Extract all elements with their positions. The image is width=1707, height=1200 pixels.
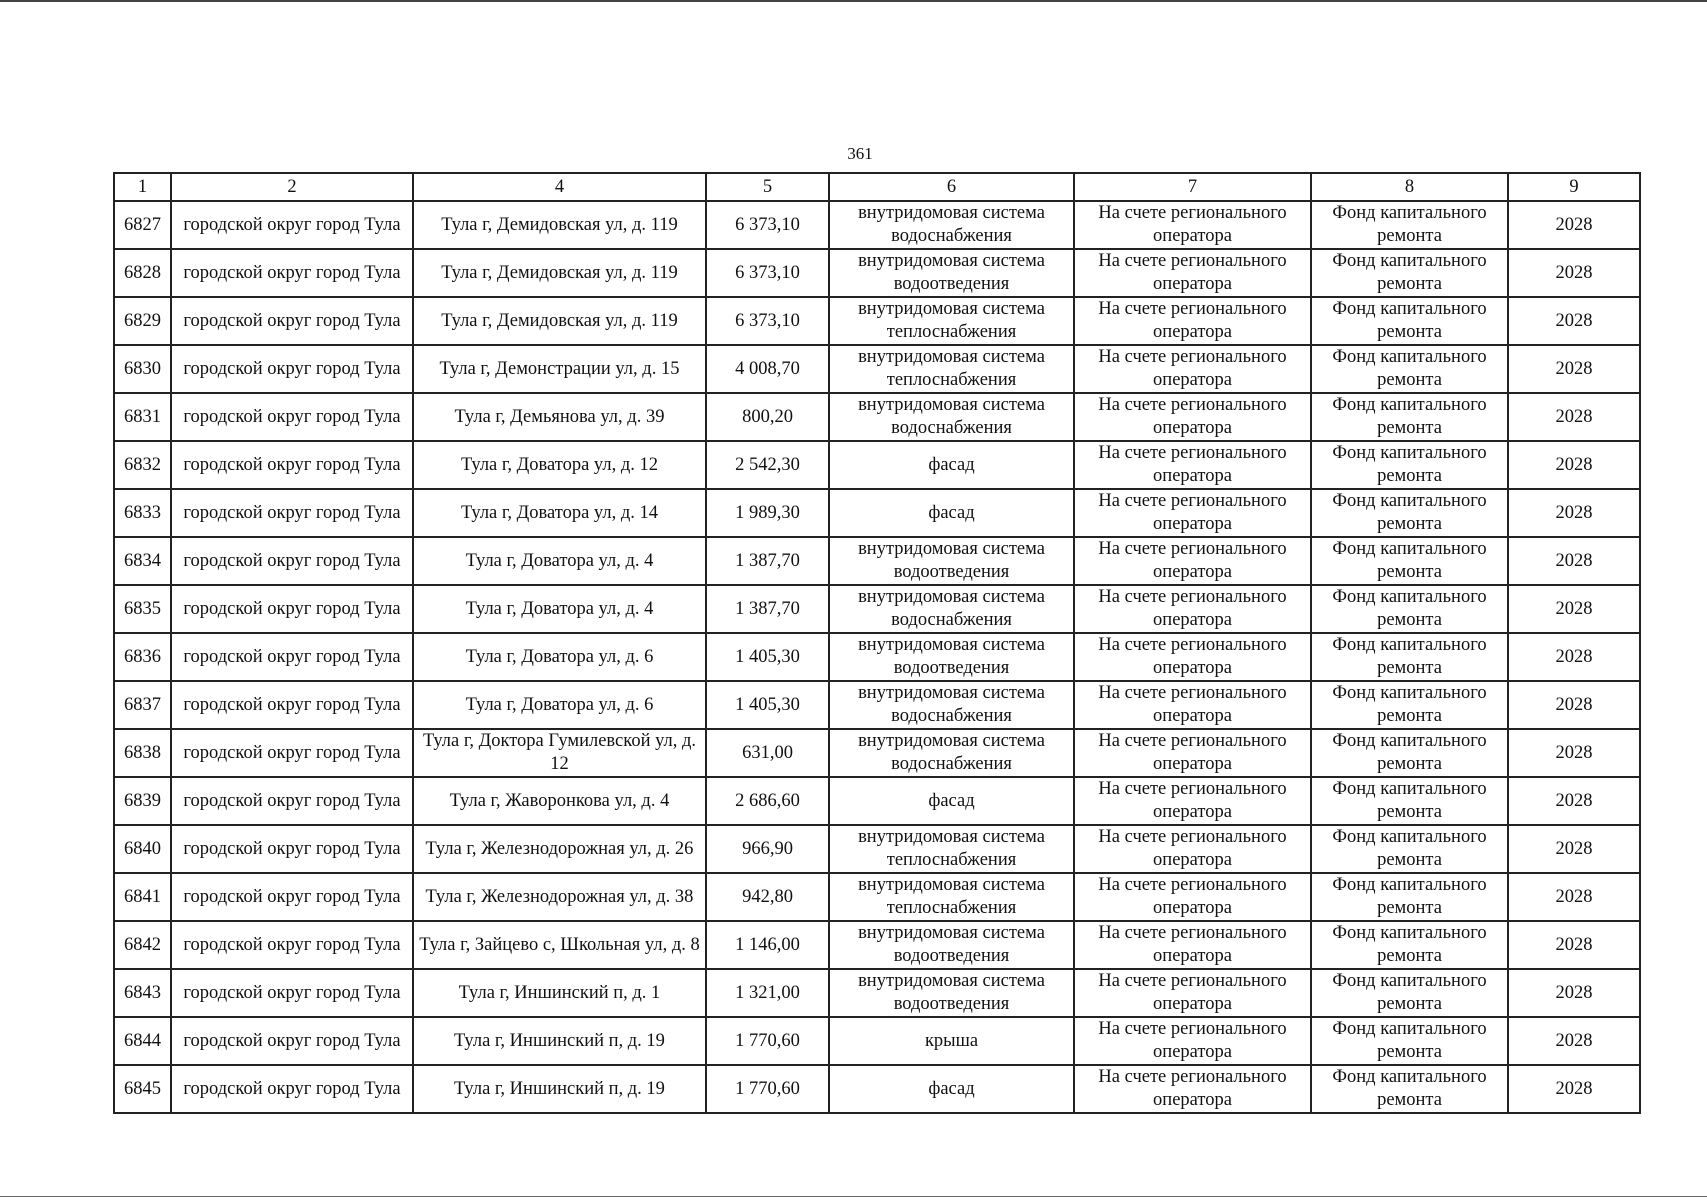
row-number-cell: 6840 [114,825,171,873]
address-cell: Тула г, Доватора ул, д. 12 [413,441,706,489]
register-table [113,172,1641,1114]
fund-account-cell: На счете регионального оператора [1074,633,1311,681]
municipality-cell: городской округ город Тула [171,201,413,249]
year-cell: 2028 [1508,297,1640,345]
funding-source-cell: Фонд капитального ремонта [1311,297,1508,345]
column-number-row [114,173,1640,201]
year-cell: 2028 [1508,201,1640,249]
work-type-cell: внутридомовая система теплоснабжения [829,873,1074,921]
address-cell: Тула г, Демидовская ул, д. 119 [413,201,706,249]
year-cell: 2028 [1508,441,1640,489]
year-cell: 2028 [1508,249,1640,297]
fund-account-cell: На счете регионального оператора [1074,1065,1311,1113]
area-cell: 1 770,60 [706,1065,829,1113]
area-cell: 1 989,30 [706,489,829,537]
fund-account-cell: На счете регионального оператора [1074,345,1311,393]
address-cell: Тула г, Доватора ул, д. 4 [413,537,706,585]
column-header: 1 [114,173,171,201]
area-cell: 1 387,70 [706,537,829,585]
funding-source-cell: Фонд капитального ремонта [1311,969,1508,1017]
table-row [114,777,1640,825]
municipality-cell: городской округ город Тула [171,1017,413,1065]
table-body [114,173,1640,1113]
table-row [114,1065,1640,1113]
scan-edge-top [0,0,1707,2]
municipality-cell: городской округ город Тула [171,345,413,393]
funding-source-cell: Фонд капитального ремонта [1311,1017,1508,1065]
fund-account-cell: На счете регионального оператора [1074,777,1311,825]
row-number-cell: 6844 [114,1017,171,1065]
address-cell: Тула г, Иншинский п, д. 1 [413,969,706,1017]
municipality-cell: городской округ город Тула [171,969,413,1017]
funding-source-cell: Фонд капитального ремонта [1311,1065,1508,1113]
row-number-cell: 6832 [114,441,171,489]
fund-account-cell: На счете регионального оператора [1074,873,1311,921]
row-number-cell: 6830 [114,345,171,393]
fund-account-cell: На счете регионального оператора [1074,729,1311,777]
area-cell: 1 321,00 [706,969,829,1017]
municipality-cell: городской округ город Тула [171,681,413,729]
area-cell: 6 373,10 [706,297,829,345]
area-cell: 1 387,70 [706,585,829,633]
fund-account-cell: На счете регионального оператора [1074,393,1311,441]
page-number: 361 [847,144,873,163]
row-number-cell: 6835 [114,585,171,633]
municipality-cell: городской округ город Тула [171,393,413,441]
fund-account-cell: На счете регионального оператора [1074,969,1311,1017]
table-row [114,201,1640,249]
work-type-cell: внутридомовая система теплоснабжения [829,345,1074,393]
address-cell: Тула г, Доктора Гумилевской ул, д. 12 [413,729,706,777]
funding-source-cell: Фонд капитального ремонта [1311,825,1508,873]
row-number-cell: 6834 [114,537,171,585]
fund-account-cell: На счете регионального оператора [1074,585,1311,633]
address-cell: Тула г, Иншинский п, д. 19 [413,1065,706,1113]
column-header: 2 [171,173,413,201]
work-type-cell: внутридомовая система водоснабжения [829,201,1074,249]
address-cell: Тула г, Зайцево с, Школьная ул, д. 8 [413,921,706,969]
row-number-cell: 6841 [114,873,171,921]
work-type-cell: внутридомовая система водоотведения [829,633,1074,681]
funding-source-cell: Фонд капитального ремонта [1311,489,1508,537]
area-cell: 2 686,60 [706,777,829,825]
funding-source-cell: Фонд капитального ремонта [1311,633,1508,681]
table-row [114,489,1640,537]
year-cell: 2028 [1508,633,1640,681]
area-cell: 2 542,30 [706,441,829,489]
funding-source-cell: Фонд капитального ремонта [1311,201,1508,249]
funding-source-cell: Фонд капитального ремонта [1311,681,1508,729]
municipality-cell: городской округ город Тула [171,873,413,921]
scan-edge-bottom [0,1196,1707,1197]
table-row [114,537,1640,585]
address-cell: Тула г, Железнодорожная ул, д. 26 [413,825,706,873]
year-cell: 2028 [1508,537,1640,585]
address-cell: Тула г, Доватора ул, д. 14 [413,489,706,537]
table-row [114,633,1640,681]
work-type-cell: внутридомовая система водоснабжения [829,729,1074,777]
area-cell: 4 008,70 [706,345,829,393]
table-row [114,825,1640,873]
fund-account-cell: На счете регионального оператора [1074,681,1311,729]
area-cell: 6 373,10 [706,201,829,249]
year-cell: 2028 [1508,921,1640,969]
area-cell: 1 770,60 [706,1017,829,1065]
address-cell: Тула г, Доватора ул, д. 6 [413,633,706,681]
work-type-cell: крыша [829,1017,1074,1065]
work-type-cell: внутридомовая система водоснабжения [829,585,1074,633]
address-cell: Тула г, Жаворонкова ул, д. 4 [413,777,706,825]
table-row [114,585,1640,633]
fund-account-cell: На счете регионального оператора [1074,489,1311,537]
row-number-cell: 6843 [114,969,171,1017]
area-cell: 966,90 [706,825,829,873]
funding-source-cell: Фонд капитального ремонта [1311,537,1508,585]
year-cell: 2028 [1508,489,1640,537]
fund-account-cell: На счете регионального оператора [1074,201,1311,249]
fund-account-cell: На счете регионального оператора [1074,537,1311,585]
funding-source-cell: Фонд капитального ремонта [1311,777,1508,825]
municipality-cell: городской округ город Тула [171,825,413,873]
funding-source-cell: Фонд капитального ремонта [1311,345,1508,393]
year-cell: 2028 [1508,777,1640,825]
municipality-cell: городской округ город Тула [171,441,413,489]
address-cell: Тула г, Демонстрации ул, д. 15 [413,345,706,393]
table-row [114,297,1640,345]
row-number-cell: 6836 [114,633,171,681]
address-cell: Тула г, Демьянова ул, д. 39 [413,393,706,441]
work-type-cell: внутридомовая система водоотведения [829,537,1074,585]
row-number-cell: 6828 [114,249,171,297]
work-type-cell: фасад [829,441,1074,489]
area-cell: 631,00 [706,729,829,777]
year-cell: 2028 [1508,1065,1640,1113]
work-type-cell: внутридомовая система водоотведения [829,969,1074,1017]
work-type-cell: фасад [829,1065,1074,1113]
fund-account-cell: На счете регионального оператора [1074,441,1311,489]
area-cell: 6 373,10 [706,249,829,297]
address-cell: Тула г, Иншинский п, д. 19 [413,1017,706,1065]
work-type-cell: фасад [829,777,1074,825]
year-cell: 2028 [1508,729,1640,777]
row-number-cell: 6833 [114,489,171,537]
funding-source-cell: Фонд капитального ремонта [1311,729,1508,777]
table-row [114,729,1640,777]
row-number-cell: 6831 [114,393,171,441]
funding-source-cell: Фонд капитального ремонта [1311,393,1508,441]
year-cell: 2028 [1508,873,1640,921]
year-cell: 2028 [1508,585,1640,633]
table-row [114,921,1640,969]
table-row [114,1017,1640,1065]
table-row [114,441,1640,489]
year-cell: 2028 [1508,345,1640,393]
funding-source-cell: Фонд капитального ремонта [1311,873,1508,921]
table-row [114,969,1640,1017]
row-number-cell: 6837 [114,681,171,729]
table-row [114,249,1640,297]
year-cell: 2028 [1508,969,1640,1017]
municipality-cell: городской округ город Тула [171,729,413,777]
year-cell: 2028 [1508,825,1640,873]
fund-account-cell: На счете регионального оператора [1074,825,1311,873]
funding-source-cell: Фонд капитального ремонта [1311,585,1508,633]
year-cell: 2028 [1508,393,1640,441]
municipality-cell: городской округ город Тула [171,585,413,633]
row-number-cell: 6829 [114,297,171,345]
work-type-cell: внутридомовая система теплоснабжения [829,297,1074,345]
work-type-cell: внутридомовая система водоотведения [829,921,1074,969]
municipality-cell: городской округ город Тула [171,297,413,345]
table-row [114,393,1640,441]
work-type-cell: внутридомовая система водоотведения [829,249,1074,297]
row-number-cell: 6838 [114,729,171,777]
funding-source-cell: Фонд капитального ремонта [1311,249,1508,297]
fund-account-cell: На счете регионального оператора [1074,249,1311,297]
column-header: 6 [829,173,1074,201]
year-cell: 2028 [1508,681,1640,729]
funding-source-cell: Фонд капитального ремонта [1311,921,1508,969]
row-number-cell: 6827 [114,201,171,249]
table-row [114,681,1640,729]
municipality-cell: городской округ город Тула [171,537,413,585]
municipality-cell: городской округ город Тула [171,249,413,297]
area-cell: 800,20 [706,393,829,441]
work-type-cell: внутридомовая система водоснабжения [829,681,1074,729]
area-cell: 1 405,30 [706,633,829,681]
address-cell: Тула г, Доватора ул, д. 6 [413,681,706,729]
area-cell: 942,80 [706,873,829,921]
address-cell: Тула г, Демидовская ул, д. 119 [413,297,706,345]
work-type-cell: внутридомовая система водоснабжения [829,393,1074,441]
address-cell: Тула г, Железнодорожная ул, д. 38 [413,873,706,921]
municipality-cell: городской округ город Тула [171,921,413,969]
row-number-cell: 6842 [114,921,171,969]
column-header: 9 [1508,173,1640,201]
municipality-cell: городской округ город Тула [171,777,413,825]
column-header: 5 [706,173,829,201]
fund-account-cell: На счете регионального оператора [1074,297,1311,345]
table-row [114,873,1640,921]
table-row [114,345,1640,393]
row-number-cell: 6845 [114,1065,171,1113]
work-type-cell: внутридомовая система теплоснабжения [829,825,1074,873]
work-type-cell: фасад [829,489,1074,537]
municipality-cell: городской округ город Тула [171,489,413,537]
fund-account-cell: На счете регионального оператора [1074,921,1311,969]
municipality-cell: городской округ город Тула [171,633,413,681]
fund-account-cell: На счете регионального оператора [1074,1017,1311,1065]
address-cell: Тула г, Доватора ул, д. 4 [413,585,706,633]
municipality-cell: городской округ город Тула [171,1065,413,1113]
area-cell: 1 405,30 [706,681,829,729]
year-cell: 2028 [1508,1017,1640,1065]
address-cell: Тула г, Демидовская ул, д. 119 [413,249,706,297]
funding-source-cell: Фонд капитального ремонта [1311,441,1508,489]
column-header: 4 [413,173,706,201]
column-header: 8 [1311,173,1508,201]
row-number-cell: 6839 [114,777,171,825]
column-header: 7 [1074,173,1311,201]
area-cell: 1 146,00 [706,921,829,969]
